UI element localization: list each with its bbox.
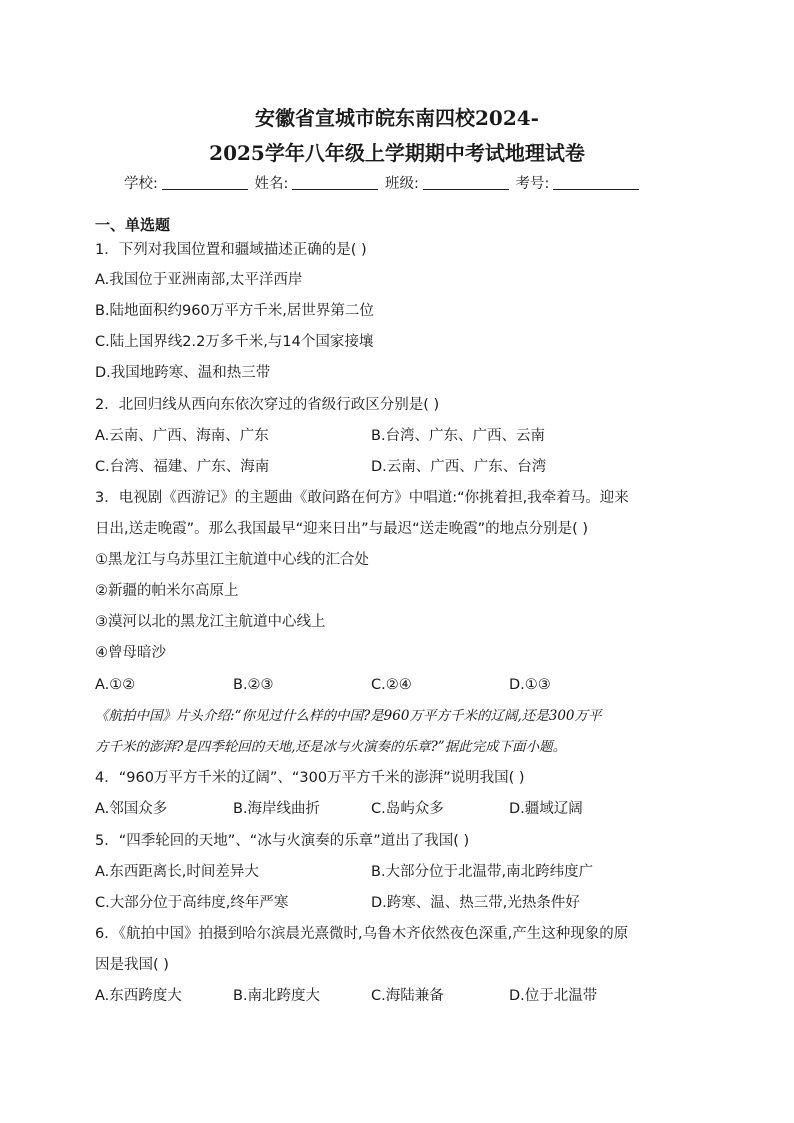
question-5-stem: 5．“四季轮回的天地”、“冰与火演奏的乐章”道出了我国( ) — [95, 833, 470, 849]
reading-material-line-1: 《航拍中国》片头介绍:“你见过什么样的中国?是960万平方千米的辽阔,还是300万平 — [95, 708, 602, 724]
question-6-option-a: A.东西跨度大 — [95, 988, 182, 1004]
question-5-option-d: D.跨寒、温、热三带,光热条件好 — [371, 895, 580, 911]
question-3-option-c: C.②④ — [371, 677, 412, 693]
question-2-option-c: C.台湾、福建、广东、海南 — [95, 459, 270, 475]
question-1-stem: 1．下列对我国位置和疆域描述正确的是( ) — [95, 242, 367, 258]
question-2-stem: 2．北回归线从西向东依次穿过的省级行政区分别是( ) — [95, 397, 440, 413]
reading-material-line-2: 方千米的澎湃?是四季轮回的天地,还是冰与火演奏的乐章?”据此完成下面小题。 — [95, 739, 567, 755]
question-6-stem-line-1: 6．《航拍中国》拍摄到哈尔滨晨光熹微时,乌鲁木齐依然夜色深重,产生这种现象的原 — [95, 926, 629, 942]
exam-title-line-1: 安徽省宣城市皖东南四校2024- — [255, 106, 539, 130]
question-3-option-d: D.①③ — [509, 677, 551, 693]
question-3-stem-line-2: 日出,送走晚霞”。那么我国最早“迎来日出”与最迟“送走晚霞”的地点分别是( ) — [95, 521, 589, 537]
question-6-option-c: C.海陆兼备 — [371, 988, 444, 1004]
class-label: 班级: — [385, 176, 419, 192]
exam-title-line-2: 2025学年八年级上学期期中考试地理试卷 — [209, 141, 585, 165]
question-3-item-1: ①黑龙江与乌苏里江主航道中心线的汇合处 — [95, 552, 369, 568]
question-5-option-c: C.大部分位于高纬度,终年严寒 — [95, 895, 289, 911]
question-4-option-d: D.疆域辽阔 — [509, 801, 583, 817]
question-3-item-3: ③漠河以北的黑龙江主航道中心线上 — [95, 614, 326, 630]
class-blank[interactable] — [423, 176, 509, 190]
question-3-item-2: ②新疆的帕米尔高原上 — [95, 583, 239, 599]
section-heading: 一、单选题 — [95, 216, 171, 234]
name-blank[interactable] — [292, 176, 378, 190]
question-5-option-a: A.东西距离长,时间差异大 — [95, 864, 259, 880]
school-blank[interactable] — [162, 176, 248, 190]
question-5-option-b: B.大部分位于北温带,南北跨纬度广 — [371, 864, 594, 880]
question-6-option-d: D.位于北温带 — [509, 988, 598, 1004]
question-4-stem: 4．“960万平方千米的辽阔”、“300万平方千米的澎湃”说明我国( ) — [95, 770, 525, 786]
question-2-option-d: D.云南、广西、广东、台湾 — [371, 459, 547, 475]
exam-number-blank[interactable] — [553, 176, 639, 190]
question-1-option-a: A.我国位于亚洲南部,太平洋西岸 — [95, 272, 303, 288]
question-3-item-4: ④曾母暗沙 — [95, 645, 166, 661]
question-6-option-b: B.南北跨度大 — [233, 988, 321, 1004]
question-3-option-b: B.②③ — [233, 677, 274, 693]
student-info-fields — [124, 172, 641, 193]
question-2-option-a: A.云南、广西、海南、广东 — [95, 428, 269, 444]
question-1-option-c: C.陆上国界线2.2万多千米,与14个国家接壤 — [95, 334, 374, 350]
question-4-option-c: C.岛屿众多 — [371, 801, 444, 817]
question-2-option-b: B.台湾、广东、广西、云南 — [371, 428, 546, 444]
question-4-option-b: B.海岸线曲折 — [233, 801, 321, 817]
exam-number-label: 考号: — [515, 176, 550, 192]
name-label: 姓名: — [254, 176, 289, 192]
question-1-option-b: B.陆地面积约960万平方千米,居世界第二位 — [95, 303, 374, 319]
question-6-stem-line-2: 因是我国( ) — [95, 957, 169, 973]
question-3-stem-line-1: 3．电视剧《西游记》的主题曲《敢问路在何方》中唱道:“你挑着担,我牵着马。迎来 — [95, 490, 629, 506]
school-label: 学校: — [124, 176, 158, 192]
question-4-option-a: A.邻国众多 — [95, 801, 168, 817]
question-3-option-a: A.①② — [95, 677, 136, 693]
question-1-option-d: D.我国地跨寒、温和热三带 — [95, 365, 271, 381]
